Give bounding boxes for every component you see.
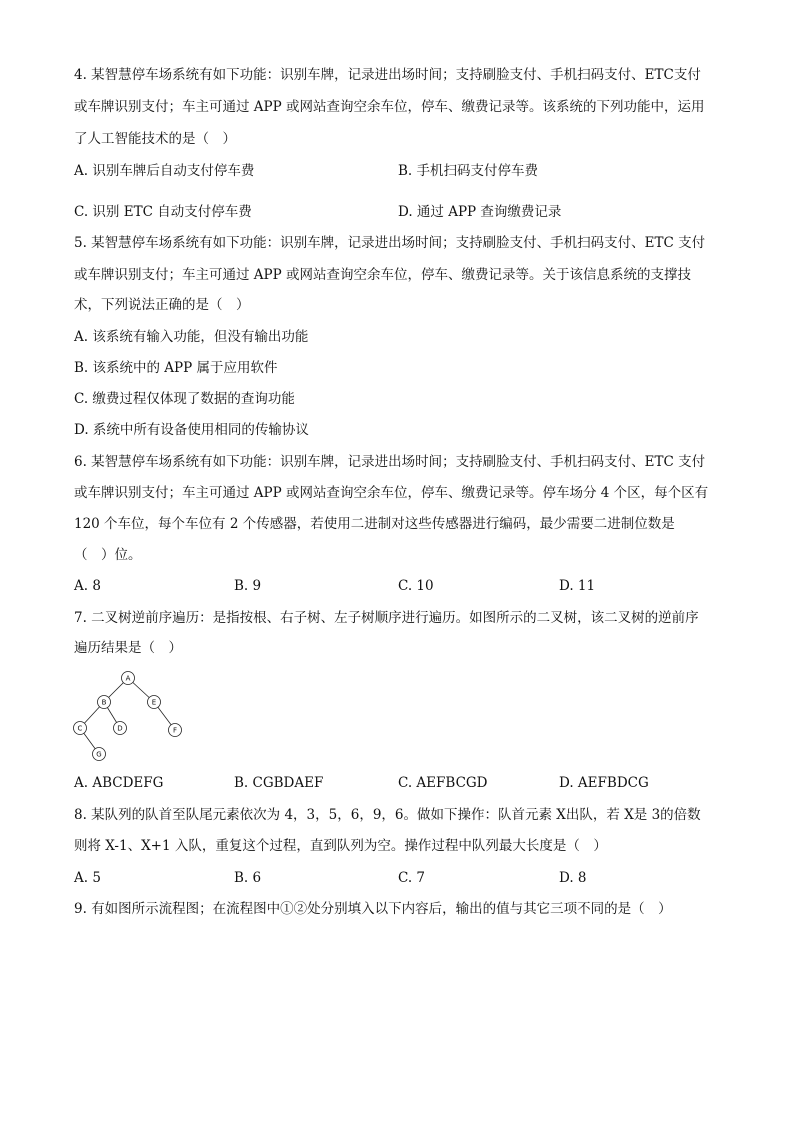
q6-option-b: B. 9 xyxy=(234,578,262,594)
q5-stem-line-1: 5. 某智慧停车场系统有如下功能：识别车牌，记录进出场时间；支持刷脸支付、手机扫码支付、ETC 支付 xyxy=(74,235,706,251)
q4-stem-line-3: 了人工智能技术的是（ ） xyxy=(74,131,236,147)
q8-stem-line-1: 8. 某队列的队首至队尾元素依次为 4，3，5，6，9，6。做如下操作：队首元素 X出队，若 X是 3的倍数 xyxy=(74,807,701,823)
q5-option-b: B. 该系统中的 APP 属于应用软件 xyxy=(74,360,278,376)
q4-option-c: C. 识别 ETC 自动支付停车费 xyxy=(74,204,252,220)
q7-option-a: A. ABCDEFG xyxy=(74,775,164,791)
q8-option-d: D. 8 xyxy=(559,870,587,886)
tree-node-e-label: E xyxy=(151,698,157,707)
q8-option-c: C. 7 xyxy=(398,870,426,886)
tree-node-c-label: C xyxy=(77,724,83,733)
q7-stem-line-1: 7. 二叉树逆前序遍历：是指按根、右子树、左子树顺序进行遍历。如图所示的二叉树，该二叉树的逆前序 xyxy=(74,610,699,626)
q6-stem-line-3: 120 个车位，每个车位有 2 个传感器，若使用二进制对这些传感器进行编码，最少需要二进制位数是 xyxy=(74,516,675,532)
q7-option-c: C. AEFBCGD xyxy=(398,775,488,791)
tree-node-g-label: G xyxy=(96,750,102,759)
q4-option-a: A. 识别车牌后自动支付停车费 xyxy=(74,163,255,179)
q8-option-b: B. 6 xyxy=(234,870,262,886)
tree-node-b-label: B xyxy=(101,698,107,707)
q5-option-c: C. 缴费过程仅体现了数据的查询功能 xyxy=(74,391,295,407)
q7-option-b: B. CGBDAEF xyxy=(234,775,324,791)
q4-option-b: B. 手机扫码支付停车费 xyxy=(398,163,539,179)
q5-option-d: D. 系统中所有设备使用相同的传输协议 xyxy=(74,422,309,438)
q5-stem-line-3: 术，下列说法正确的是（ ） xyxy=(74,297,250,313)
q6-stem-line-4: （ ）位。 xyxy=(74,547,142,563)
q5-option-a: A. 该系统有输入功能，但没有输出功能 xyxy=(74,329,309,345)
q6-option-a: A. 8 xyxy=(74,578,101,594)
q4-option-d: D. 通过 APP 查询缴费记录 xyxy=(398,204,562,220)
q8-stem-line-2: 则将 X-1、X+1 入队，重复这个过程，直到队列为空。操作过程中队列最大长度是（ ） xyxy=(74,838,607,854)
q9-stem-line-1: 9. 有如图所示流程图；在流程图中①②处分别填入以下内容后，输出的值与其它三项不同的是（ ） xyxy=(74,901,672,917)
q6-stem-line-2: 或车牌识别支付；车主可通过 APP 或网站查询空余车位，停车、缴费记录等。停车场分 4 个区，每个区有 xyxy=(74,485,709,501)
q5-stem-line-2: 或车牌识别支付；车主可通过 APP 或网站查询空余车位，停车、缴费记录等。关于该信息系统的支撑技 xyxy=(74,267,691,283)
q6-stem-line-1: 6. 某智慧停车场系统有如下功能：识别车牌，记录进出场时间；支持刷脸支付、手机扫码支付、ETC 支付 xyxy=(74,454,706,470)
q7-stem-line-2: 遍历结果是（ ） xyxy=(74,640,182,656)
q8-option-a: A. 5 xyxy=(74,870,101,886)
tree-node-a-label: A xyxy=(125,674,131,683)
q4-stem-line-2: 或车牌识别支付；车主可通过 APP 或网站查询空余车位，停车、缴费记录等。该系统的下列功能中，运用 xyxy=(74,99,705,115)
binary-tree-diagram xyxy=(66,666,190,766)
q6-option-d: D. 11 xyxy=(559,578,596,594)
tree-node-f-label: F xyxy=(172,726,178,735)
q4-stem-line-1: 4. 某智慧停车场系统有如下功能：识别车牌，记录进出场时间；支持刷脸支付、手机扫码支付、ETC支付 xyxy=(74,67,701,83)
q7-option-d: D. AEFBDCG xyxy=(559,775,649,791)
q6-option-c: C. 10 xyxy=(398,578,434,594)
tree-node-d-label: D xyxy=(117,724,123,733)
